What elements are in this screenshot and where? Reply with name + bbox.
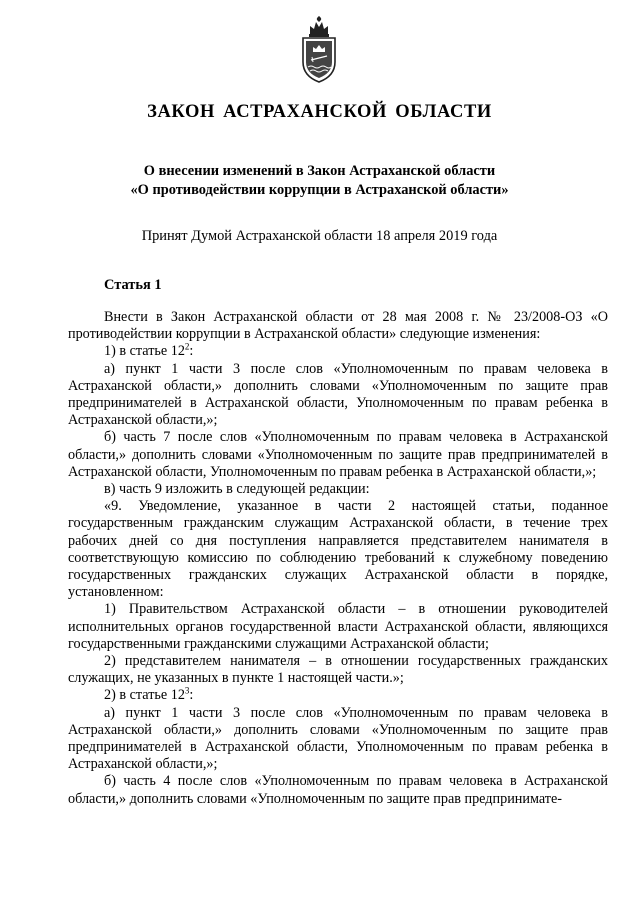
- paragraph: б) часть 7 после слов «Уполномоченным по правам человека в Астраханской области,» дополнить словами «Уполномоченным по защите прав предпринимателей в Астраханской области, Уполномоченным по правам ребенка в Астраханской области,»;: [68, 429, 608, 480]
- subtitle-line-2: «О противодействии коррупции в Астраханской области»: [130, 182, 509, 198]
- paragraph: [68, 343, 608, 360]
- subtitle-line-1: О внесении изменений в Закон Астраханской области: [143, 163, 496, 179]
- paragraph: б) часть 4 после слов «Уполномоченным по правам человека в Астраханской области,» дополнить словами «Уполномоченным по защите прав предпринимате-: [68, 773, 608, 807]
- coat-of-arms-icon: [296, 14, 342, 84]
- paragraph: 2) представителем нанимателя – в отношении государственных гражданских служащих, не указанных в пункте 1 настоящей части.»;: [68, 653, 608, 687]
- paragraph: 1) Правительством Астраханской области – в отношении руководителей исполнительных органов государственной власти Астраханской области, являющихся государственными гражданскими служащими Астраханской области;: [68, 601, 608, 652]
- paragraph-text: 2) в статье 12: [104, 687, 185, 704]
- paragraph: «9. Уведомление, указанное в части 2 настоящей статьи, поданное государственным гражданским служащим Астраханской области, в течение трех рабочих дней со дня поступления направляется представителем нанимателя в соответствующую комиссию по соблюдению требований к служебному поведению государственных гражданских служащих Астраханской области в порядке, установленном:: [68, 498, 608, 601]
- paragraph: а) пункт 1 части 3 после слов «Уполномоченным по правам человека в Астраханской области,» дополнить словами «Уполномоченным по защите прав предпринимателей в Астраханской области, Уполномоченным по правам ребенка в Астраханской области,»;: [68, 704, 608, 773]
- paragraph: а) пункт 1 части 3 после слов «Уполномоченным по правам человека в Астраханской области,» дополнить словами «Уполномоченным по защите прав предпринимателей в Астраханской области, Уполномоченным по правам ребенка в Астраханской области,»;: [68, 360, 608, 429]
- paragraph: Внести в Закон Астраханской области от 28 мая 2008 г. № 23/2008-ОЗ «О противодействии коррупции в Астраханской области» следующие изменения:: [68, 309, 608, 343]
- paragraph-text: :: [189, 343, 194, 360]
- superscript: 2: [184, 341, 190, 352]
- law-title: ЗАКОН АСТРАХАНСКОЙ ОБЛАСТИ: [147, 102, 492, 122]
- paragraph-text: :: [189, 687, 194, 704]
- article-heading: Статья 1: [104, 277, 162, 293]
- paragraph: [68, 687, 608, 704]
- adoption-statement: Принят Думой Астраханской области 18 апреля 2019 года: [141, 228, 498, 244]
- paragraph-text: 1) в статье 12: [104, 343, 185, 360]
- law-subtitle: [0, 162, 639, 200]
- superscript: 3: [184, 685, 190, 696]
- article-body: [68, 309, 608, 808]
- paragraph: в) часть 9 изложить в следующей редакции:: [104, 481, 370, 498]
